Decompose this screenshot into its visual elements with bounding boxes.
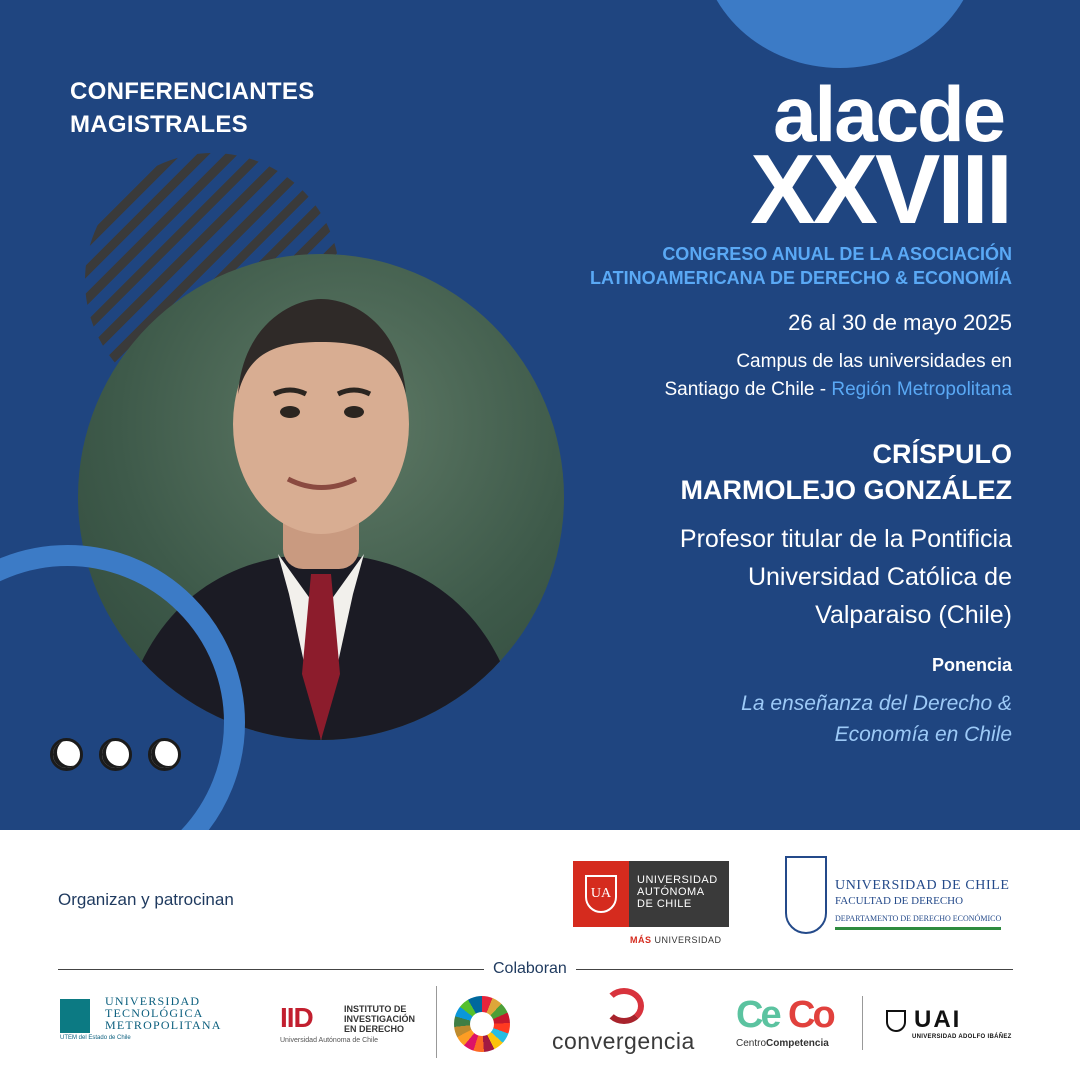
logo-separator xyxy=(862,996,863,1050)
utem-logo xyxy=(60,995,245,1045)
talk-label: Ponencia xyxy=(931,655,1012,675)
dot-icon xyxy=(99,738,132,771)
utem-line-3: METROPOLITANA xyxy=(105,1018,222,1032)
ceco-subtitle xyxy=(736,1038,829,1049)
uchile-wordmark xyxy=(835,878,1010,930)
congress-name xyxy=(590,242,1012,290)
speaker-role xyxy=(680,520,1012,634)
campus-line-2 xyxy=(664,376,1012,404)
iid-line-3: EN DERECHO xyxy=(344,1024,405,1034)
iid-logo xyxy=(280,1002,425,1047)
talk-line-2: Economía en Chile xyxy=(834,723,1012,746)
collaborators-label: Colaboran xyxy=(484,960,576,978)
role-line-2: Universidad Católica de xyxy=(747,563,1012,591)
event-logo-number: XXVIII xyxy=(750,134,1010,244)
event-logo-word: alacde xyxy=(773,70,1004,158)
campus-city: Santiago de Chile - xyxy=(664,379,832,400)
slider-dots-icon xyxy=(50,738,181,771)
ua-emblem xyxy=(573,861,629,927)
utem-mark-icon xyxy=(60,999,90,1033)
talk-line-1: La enseñanza del Derecho & xyxy=(741,692,1012,715)
event-location xyxy=(664,348,1012,404)
sponsors-footer xyxy=(0,830,1080,1080)
ceco-co: Co xyxy=(788,994,833,1036)
uchile-line-2: FACULTAD DE DERECHO xyxy=(835,895,964,907)
iid-footer-text: Universidad Autónoma de Chile xyxy=(280,1037,379,1044)
iid-line-2: INVESTIGACIÓN xyxy=(344,1014,416,1024)
iid-wordmark xyxy=(344,1004,415,1034)
utem-line-1: UNIVERSIDAD xyxy=(105,994,201,1008)
dot-icon xyxy=(148,738,181,771)
ceco-sub-a: Centro xyxy=(736,1038,767,1049)
ua-shield-icon xyxy=(585,875,617,913)
utem-short: UTEM xyxy=(60,1035,77,1041)
universidad-de-chile-logo xyxy=(785,852,1015,942)
convergencia-wordmark: convergencia xyxy=(552,1028,695,1054)
uchile-seal-icon xyxy=(785,856,827,934)
universidad-autonoma-logo xyxy=(573,861,729,927)
speaker-name xyxy=(681,436,1013,508)
sdg-center xyxy=(470,1012,494,1036)
ua-tagline-bold: MÁS xyxy=(630,935,652,945)
iid-initials: IID xyxy=(280,1002,313,1033)
uchile-line-3: DEPARTAMENTO DE DERECHO ECONÓMICO xyxy=(835,913,1001,930)
sdg-wheel-icon xyxy=(454,996,510,1052)
ua-initials: UA xyxy=(590,886,612,901)
ceco-sub-b: Competencia xyxy=(766,1038,829,1049)
decorative-circle-top xyxy=(700,0,980,68)
uai-subtitle: UNIVERSIDAD ADOLFO IBÁÑEZ xyxy=(912,1034,1012,1040)
campus-line-1: Campus de las universidades en xyxy=(736,351,1012,372)
role-line-3: Valparaiso (Chile) xyxy=(815,601,1012,629)
ua-line-2: AUTÓNOMA xyxy=(637,886,705,898)
kicker-line-2: MAGISTRALES xyxy=(70,111,248,138)
kicker-line-1: CONFERENCIANTES xyxy=(70,78,315,105)
ua-tagline-rest: UNIVERSIDAD xyxy=(651,935,722,945)
campus-region: Región Metropolitana xyxy=(831,379,1012,400)
utem-footer-text xyxy=(60,1035,131,1041)
convergencia-logo xyxy=(552,988,698,1054)
ua-tagline xyxy=(630,935,722,945)
uai-logo xyxy=(886,1006,1016,1050)
utem-foot: del Estado de Chile xyxy=(78,1035,131,1041)
ua-line-1: UNIVERSIDAD xyxy=(637,874,718,886)
speaker-name-line-2: MARMOLEJO GONZÁLEZ xyxy=(680,475,1012,505)
ua-line-3: DE CHILE xyxy=(637,898,692,910)
ceco-ce: Ce xyxy=(736,994,779,1036)
logo-separator xyxy=(436,986,437,1058)
convergencia-swirl-icon xyxy=(604,988,644,1024)
speaker-name-line-1: CRÍSPULO xyxy=(872,439,1012,469)
uchile-line-1: UNIVERSIDAD DE CHILE xyxy=(835,878,1010,893)
role-line-1: Profesor titular de la Pontificia xyxy=(679,525,1012,553)
uai-crest-icon xyxy=(886,1010,906,1032)
organizers-label: Organizan y patrocinan xyxy=(58,890,234,909)
uai-wordmark: UAI xyxy=(914,1006,962,1033)
section-kicker xyxy=(70,75,315,141)
ua-wordmark xyxy=(629,861,729,927)
dot-icon xyxy=(50,738,83,771)
utem-line-2: TECNOLÓGICA xyxy=(105,1006,204,1020)
utem-wordmark xyxy=(105,995,222,1031)
congress-line-2: LATINOAMERICANA DE DERECHO & ECONOMÍA xyxy=(590,268,1012,288)
iid-line-1: INSTITUTO DE xyxy=(344,1004,407,1014)
talk-title xyxy=(741,688,1012,750)
congress-line-1: CONGRESO ANUAL DE LA ASOCIACIÓN xyxy=(662,244,1012,264)
event-dates: 26 al 30 de mayo 2025 xyxy=(788,310,1012,335)
ceco-logo xyxy=(736,994,846,1054)
